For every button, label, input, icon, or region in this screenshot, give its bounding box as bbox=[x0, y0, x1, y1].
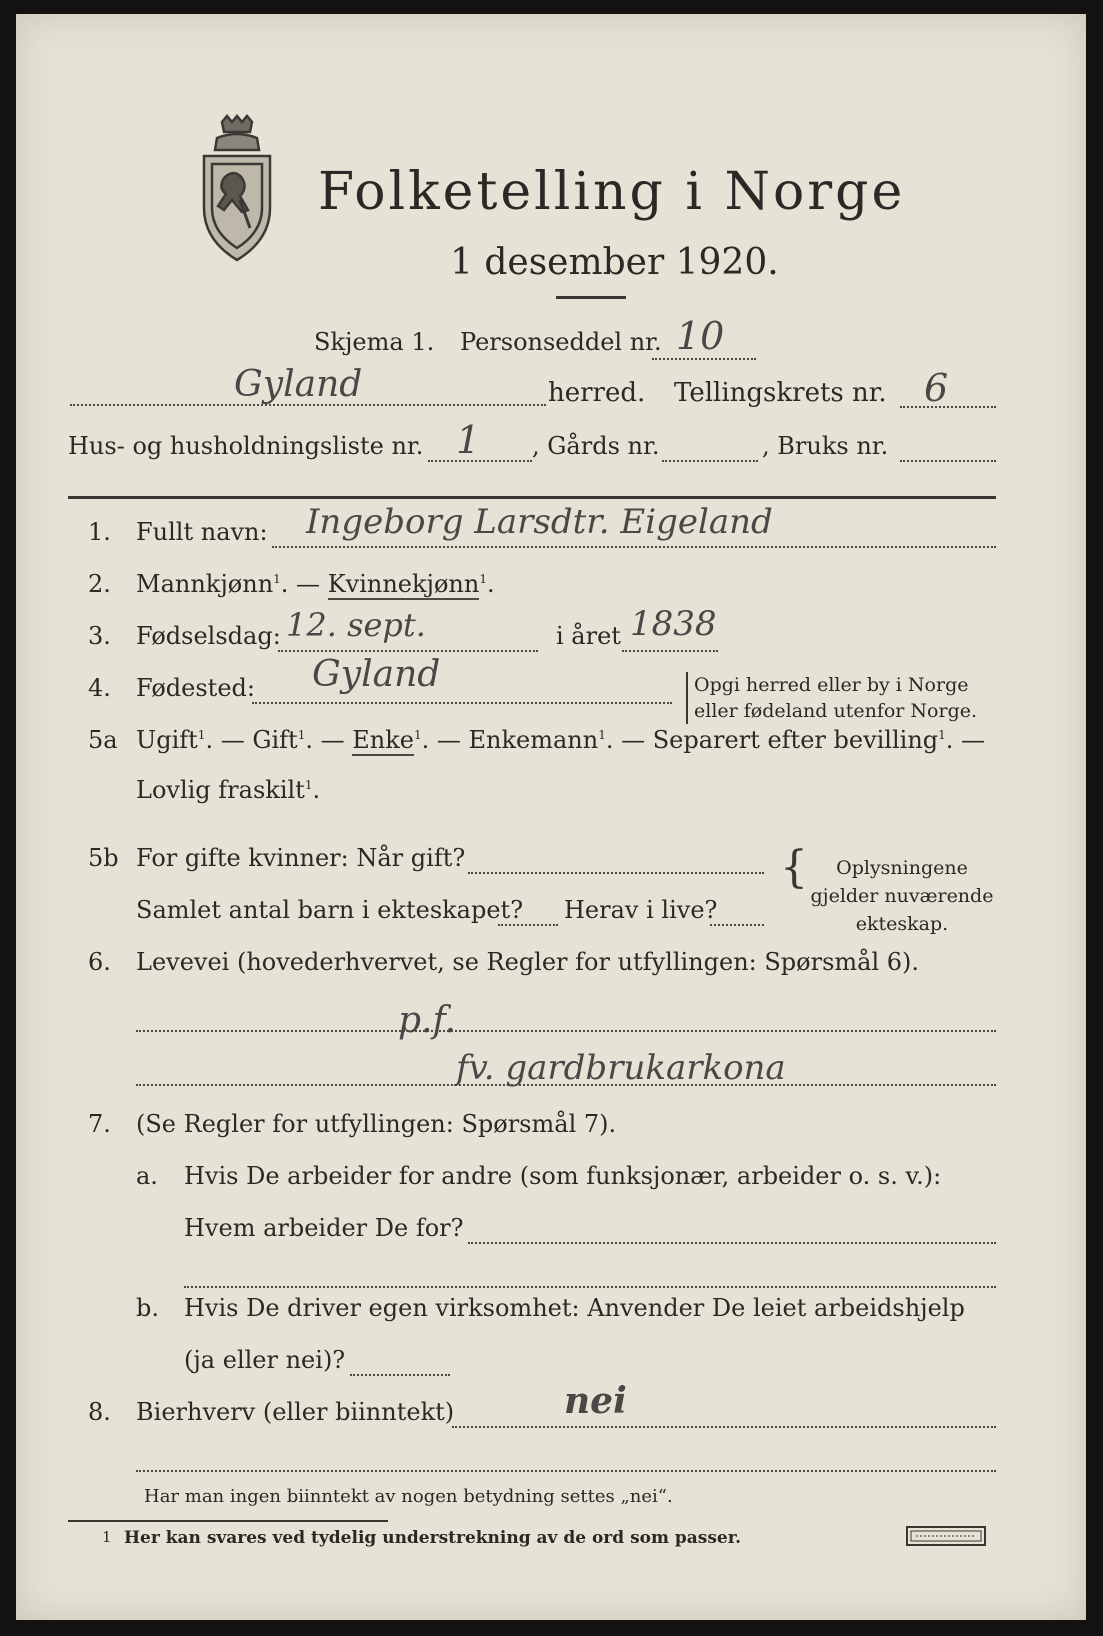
q2-number: 2. bbox=[88, 570, 111, 598]
occupation-value-2: fv. gardbrukarkona bbox=[456, 1048, 786, 1088]
coat-of-arms-icon bbox=[192, 114, 282, 266]
birthday-value: 12. sept. bbox=[286, 606, 426, 644]
gift-option: . — Gift bbox=[205, 726, 298, 754]
q6-label: Levevei (hovederhvervet, se Regler for utfyllingen: Spørsmål 6). bbox=[136, 948, 920, 976]
q1-label: Fullt navn: bbox=[136, 518, 268, 546]
mannkjonn-option: Mannkjønn bbox=[136, 570, 274, 598]
q7a-text2: Hvem arbeider De for? bbox=[184, 1214, 464, 1242]
q8-line-2 bbox=[136, 1470, 996, 1472]
q7b-line bbox=[350, 1374, 450, 1376]
year-line bbox=[622, 650, 718, 652]
title-divider bbox=[556, 296, 626, 299]
header-separator bbox=[68, 496, 996, 499]
q5a-number: 5a bbox=[88, 726, 118, 754]
personseddel-label: Personseddel nr. bbox=[460, 328, 662, 356]
footnote-marker: 1 bbox=[102, 1528, 112, 1546]
secondary-income-value: nei bbox=[564, 1380, 627, 1422]
census-form-page bbox=[16, 14, 1086, 1620]
q7a-line-2 bbox=[184, 1286, 996, 1288]
q3-number: 3. bbox=[88, 622, 111, 650]
personseddel-line bbox=[652, 358, 756, 360]
q5b-brace: { bbox=[780, 842, 808, 893]
gards-label: , Gårds nr. bbox=[532, 432, 660, 460]
q4-number: 4. bbox=[88, 674, 111, 702]
q7b-letter: b. bbox=[136, 1294, 159, 1322]
separert-option: . — Separert efter bevilling bbox=[605, 726, 939, 754]
q8-number: 8. bbox=[88, 1398, 111, 1426]
q4-label: Fødested: bbox=[136, 674, 255, 702]
tellingskrets-value: 6 bbox=[924, 366, 949, 410]
q5a-options: Ugift$^1$. — Gift$^1$. — Enke$^1$. — Enkemann$^1$. — Separert efter bevilling$^1$. — bbox=[136, 726, 986, 754]
gards-line bbox=[662, 460, 758, 462]
bruks-line bbox=[900, 460, 996, 462]
ugift-option: Ugift bbox=[136, 726, 198, 754]
q5b-children-label: Samlet antal barn i ekteskapet? bbox=[136, 896, 524, 924]
q1-line bbox=[272, 546, 996, 548]
q5b-number: 5b bbox=[88, 844, 119, 872]
herred-value: Gyland bbox=[234, 364, 363, 405]
q5b-alive-label: Herav i live? bbox=[564, 896, 718, 924]
q7b-text2: (ja eller nei)? bbox=[184, 1346, 346, 1374]
birthplace-value: Gyland bbox=[312, 654, 441, 695]
printer-stamp-icon bbox=[906, 1526, 986, 1546]
q6-line-1 bbox=[136, 1030, 996, 1032]
hus-label: Hus- og husholdningsliste nr. bbox=[68, 432, 424, 460]
fraskilt-option: Lovlig fraskilt$^1$. bbox=[136, 776, 321, 804]
q4-line bbox=[252, 702, 672, 704]
census-date: 1 desember 1920. bbox=[450, 242, 779, 283]
q7b-text: Hvis De driver egen virksomhet: Anvender De leiet arbeidshjelp bbox=[184, 1294, 965, 1322]
bruks-label: , Bruks nr. bbox=[762, 432, 889, 460]
q6-line-2 bbox=[136, 1084, 996, 1086]
q5b-note: Oplysningene gjelder nuværende ekteskap. bbox=[810, 857, 994, 935]
year-label: i året bbox=[556, 622, 621, 650]
occupation-value-1: p.f. bbox=[398, 1000, 456, 1041]
kvinnekjonn-option: Kvinnekjønn bbox=[327, 570, 480, 598]
q6-number: 6. bbox=[88, 948, 111, 976]
q7-number: 7. bbox=[88, 1110, 111, 1138]
q3-label: Fødselsdag: bbox=[136, 622, 281, 650]
q7a-line-1 bbox=[468, 1242, 996, 1244]
q2-options: Mannkjønn$^1$. — Kvinnekjønn$^1$. bbox=[136, 570, 495, 598]
income-note: Har man ingen biinntekt av nogen betydning settes „nei“. bbox=[144, 1486, 673, 1507]
q4-note: Opgi herred eller by i Norge eller fødeland utenfor Norge. bbox=[686, 672, 977, 724]
q5b-children-line bbox=[498, 924, 558, 926]
personseddel-value: 10 bbox=[676, 314, 725, 358]
q8-label: Bierhverv (eller biinntekt) bbox=[136, 1398, 455, 1426]
q1-number: 1. bbox=[88, 518, 111, 546]
footnote-text: Her kan svares ved tydelig understrekning av de ord som passer. bbox=[124, 1528, 742, 1548]
q7a-text: Hvis De arbeider for andre (som funksjonær, arbeider o. s. v.): bbox=[184, 1162, 942, 1190]
enkemann-option: . — Enkemann bbox=[421, 726, 599, 754]
q5b-alive-line bbox=[710, 924, 764, 926]
full-name-value: Ingeborg Larsdtr. Eigeland bbox=[306, 502, 773, 542]
q7-label: (Se Regler for utfyllingen: Spørsmål 7). bbox=[136, 1110, 617, 1138]
footnote-separator bbox=[68, 1520, 388, 1522]
tellingskrets-label: Tellingskrets nr. bbox=[674, 378, 887, 408]
q3-line bbox=[278, 650, 538, 652]
schema-label: Skjema 1. bbox=[314, 328, 435, 356]
herred-label: herred. bbox=[548, 378, 646, 408]
form-title: Folketelling i Norge bbox=[318, 162, 906, 222]
enke-option: Enke bbox=[352, 726, 414, 754]
q8-line-1 bbox=[452, 1426, 996, 1428]
birth-year-value: 1838 bbox=[630, 604, 717, 644]
q5b-married-line bbox=[468, 872, 764, 874]
hus-value: 1 bbox=[456, 418, 481, 462]
q7a-letter: a. bbox=[136, 1162, 158, 1190]
q5b-married-label: For gifte kvinner: Når gift? bbox=[136, 844, 466, 872]
herred-line bbox=[70, 404, 546, 406]
